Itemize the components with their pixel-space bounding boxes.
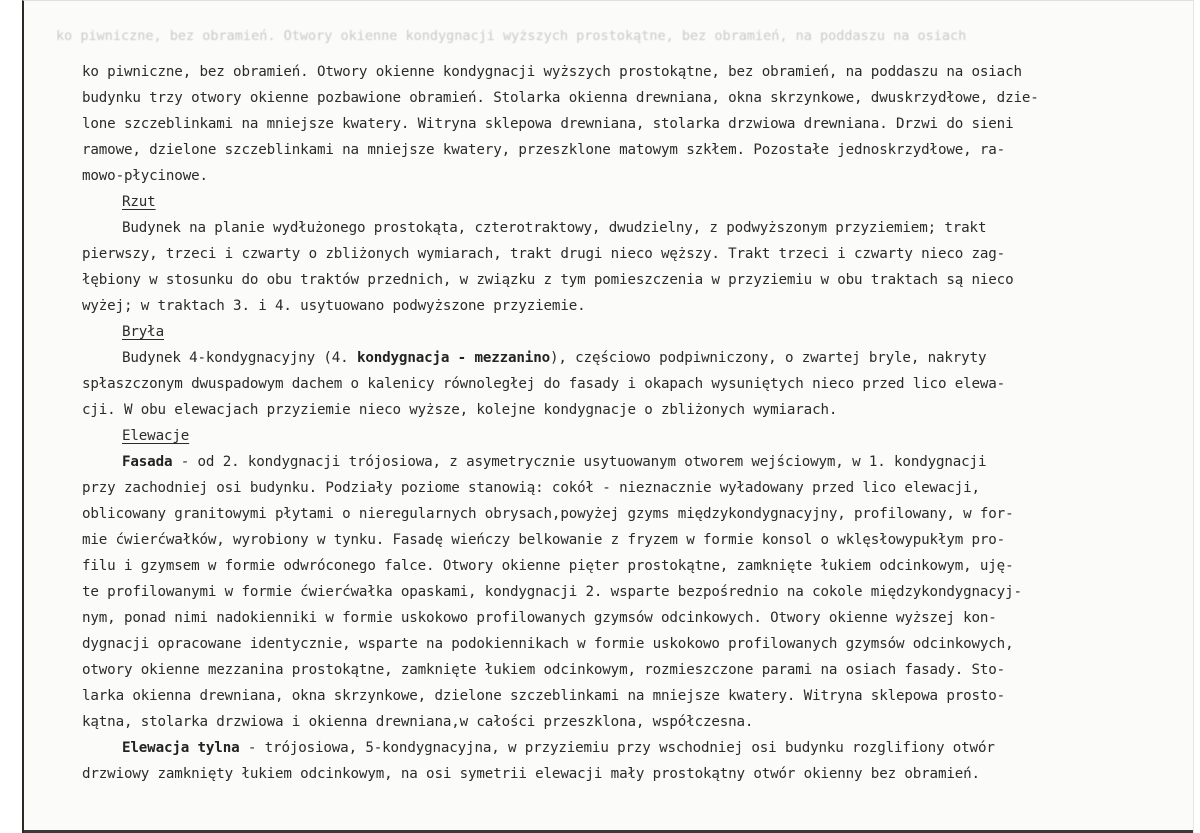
text-line: cji. W obu elewacjach przyziemie nieco wyższe, kolejne kondygnacje o zbliżonych wymiarach. [82,402,838,418]
text-line: mie ćwierćwałków, wyrobiony w tynku. Fasadę wieńczy belkowanie z fryzem w formie konsol o wklęsłowypukłym pro- [82,532,1006,548]
text-line: dygnacji opracowane identycznie, wsparte na podokiennikach w formie uskokowo profilowanych gzymsów odcinkowych, [82,636,1014,652]
text-line [82,735,1172,761]
text-run: Budynek 4-kondygnacyjny (4. [122,350,357,366]
text-line: mowo-płycinowe. [82,168,208,184]
text-line: ramowe, dzielone szczeblinkami na mniejsze kwatery, przeszklone matowym szkłem. Pozostałe jednoskrzydłowe, ra- [82,142,1006,158]
text-line: larka okienna drewniana, okna skrzynkowe, dzielone szczeblinkami na mniejsze kwatery. Witryna sklepowa prosto- [82,688,1006,704]
bold-term-elewacja-tylna: Elewacja tylna [122,740,240,756]
text-run: - trójosiowa, 5-kondygnacyjna, w przyziemiu przy wschodniej osi budynku rozglifiony otwór [239,740,995,756]
text-line [82,345,1172,371]
text-line [82,449,1172,475]
text-line: nym, ponad nimi nadokienniki w formie uskokowo profilowanych gzymsów odcinkowych. Otwory okienne wyższej kon- [82,610,997,626]
section-heading [82,319,1172,345]
text-line: drzwiowy zamknięty łukiem odcinkowym, na osi symetrii elewacji mały prostokątny otwór okienny bez obramień. [82,766,980,782]
text-line: otwory okienne mezzanina prostokątne, zamknięte łukiem odcinkowym, rozmieszczone parami na osiach fasady. Sto- [82,662,1006,678]
text-line: pierwszy, trzeci i czwarty o zbliżonych wymiarach, trakt drugi nieco węższy. Trakt trzeci i czwarty nieco zag- [82,246,1006,262]
text-line: kątna, stolarka drzwiowa i okienna drewniana,w całości przeszklona, współczesna. [82,714,754,730]
text-line: ko piwniczne, bez obramień. Otwory okienne kondygnacji wyższych prostokątne, bez obramień, na poddaszu na osiach [82,64,1022,80]
heading-rzut: Rzut [122,194,156,210]
bold-term-fasada: Fasada [122,454,173,470]
document-page [22,0,1194,833]
intro-paragraph [82,59,1172,189]
document-body [82,59,1172,787]
text-line: przy zachodniej osi budynku. Podziały poziome stanowią: cokół - nieznacznie wyładowany przed lico elewacji, [82,480,980,496]
text-line: lone szczeblinkami na mniejsze kwatery. Witryna sklepowa drewniana, stolarka drzwiowa drewniana. Drzwi do sieni [82,116,1014,132]
section-elewacje [82,423,1172,787]
bold-term: kondygnacja - mezzanino [356,350,550,366]
text-run: ), częściowo podpiwniczony, o zwartej bryle, nakryty [549,350,987,366]
section-heading [82,423,1172,449]
text-line: te profilowanymi w formie ćwierćwałka opaskami, kondygnacji 2. wsparte bezpośrednio na cokole międzykondygnacyj- [82,584,1022,600]
text-line: filu i gzymsem w formie odwróconego falce. Otwory okienne pięter prostokątne, zamknięte łukiem odcinkowym, uję- [82,558,1014,574]
section-bryla [82,319,1172,423]
text-line: spłaszczonym dwuspadowym dachem o kalenicy równoległej do fasady i okapach wysuniętych nieco przed lico elewa- [82,376,1006,392]
text-line: wyżej; w traktach 3. i 4. usytuowano podwyższone przyziemie. [82,298,586,314]
cut-off-top-line: ko piwniczne, bez obramień. Otwory okienne kondygnacji wyższych prostokątne, bez obramień, na poddaszu na osiach [56,29,967,43]
text-line: Budynek na planie wydłużonego prostokąta, czterotraktowy, dwudzielny, z podwyższonym przyziemiem; trakt [122,220,987,236]
text-run: - od 2. kondygnacji trójosiowa, z asymetrycznie usytuowanym otworem wejściowym, w 1. kondygnacji [172,454,987,470]
text-line: oblicowany granitowymi płytami o nieregularnych obrysach,powyżej gzyms międzykondygnacyjny, profilowany, w for- [82,506,1014,522]
text-line: budynku trzy otwory okienne pozbawione obramień. Stolarka okienna drewniana, okna skrzynkowe, dwuskrzydłowe, dzie- [82,90,1039,106]
text-line: łębiony w stosunku do obu traktów przednich, w związku z tym pomieszczenia w przyziemiu w obu traktach są nieco [82,272,1014,288]
section-heading [82,189,1172,215]
heading-bryla: Bryła [122,324,164,340]
section-rzut [82,189,1172,319]
heading-elewacje: Elewacje [122,428,190,444]
